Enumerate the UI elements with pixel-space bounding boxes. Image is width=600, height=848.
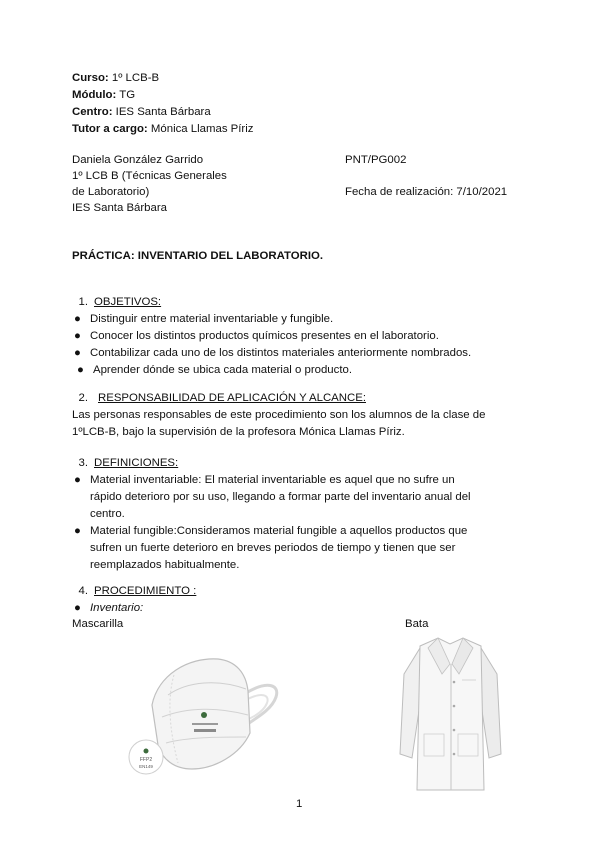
bullet-icon: ● xyxy=(74,474,81,486)
section-2-text-2: 1ºLCB-B, bajo la supervisión de la profesora Mónica Llamas Píriz. xyxy=(72,426,405,438)
bullet-icon: ● xyxy=(74,347,81,359)
centro-value: IES Santa Bárbara xyxy=(115,106,211,118)
bullet-icon: ● xyxy=(74,313,81,325)
bullet-icon: ● xyxy=(77,364,84,376)
bullet-icon: ● xyxy=(74,330,81,342)
header-centro xyxy=(72,104,211,122)
header-curso xyxy=(72,70,159,88)
section-1-title: OBJETIVOS: xyxy=(94,296,162,308)
list-item xyxy=(74,328,439,346)
tutor-value: Mónica Llamas Píriz xyxy=(150,123,254,135)
section-4-number: 4. xyxy=(78,585,88,597)
definition-1-cont: rápido deterioro por su uso, llegando a formar parte del inventario anual del xyxy=(90,491,471,503)
definition-2-cont: sufren un fuerte deterioro en breves periodos de tiempo y tienen que ser xyxy=(90,542,456,554)
definition-2-line-1: Material fungible:Consideramos material fungible a aquellos productos que xyxy=(90,525,468,537)
section-1-number: 1. xyxy=(78,296,88,308)
definition-2-cont: reemplazados habitualmente. xyxy=(90,559,240,571)
list-item-text: Conocer los distintos productos químicos presentes en el laboratorio. xyxy=(90,330,439,342)
list-item xyxy=(74,600,144,618)
mask-code-text: EN149 xyxy=(139,764,153,769)
page-title: PRÁCTICA: INVENTARIO DEL LABORATORIO. xyxy=(72,250,324,262)
document-code: PNT/PG002 xyxy=(345,154,407,166)
coat-caption: Bata xyxy=(405,618,429,630)
definition-1-cont: centro. xyxy=(90,508,125,520)
section-4-title: PROCEDIMIENTO : xyxy=(94,585,197,597)
definition-1-line-1: Material inventariable: El material inventariable es aquel que no sufre un xyxy=(90,474,455,486)
section-1-heading xyxy=(72,294,161,312)
curso-label: Curso: xyxy=(72,72,109,84)
mask-caption: Mascarilla xyxy=(72,618,124,630)
section-3-title: DEFINICIONES: xyxy=(94,457,179,469)
header-modulo xyxy=(72,87,135,105)
page-number: 1 xyxy=(296,798,303,810)
list-item xyxy=(74,523,468,541)
bullet-icon: ● xyxy=(74,525,81,537)
list-item-text: Distinguir entre material inventariable y fungible. xyxy=(90,313,334,325)
modulo-value: TG xyxy=(119,89,136,101)
bullet-icon: ● xyxy=(74,602,81,614)
list-item-text: Contabilizar cada uno de los distintos materiales anteriormente nombrados. xyxy=(90,347,472,359)
centro-label: Centro: xyxy=(72,106,113,118)
inventory-subheading: Inventario: xyxy=(90,602,144,614)
list-item xyxy=(77,362,352,380)
curso-value: 1º LCB-B xyxy=(111,72,160,84)
tutor-label: Tutor a cargo: xyxy=(72,123,148,135)
mask-image xyxy=(118,645,288,780)
lab-coat-image xyxy=(398,634,503,794)
student-name: Daniela González Garrido xyxy=(72,154,204,166)
list-item xyxy=(74,345,472,363)
section-2-text-1: Las personas responsables de este procedimiento son los alumnos de la clase de xyxy=(72,409,486,421)
section-2-heading xyxy=(72,390,366,408)
mask-stamp-text: FFP2 xyxy=(139,757,153,763)
header-tutor xyxy=(72,121,253,139)
student-school: IES Santa Bárbara xyxy=(72,202,167,214)
document-date: Fecha de realización: 7/10/2021 xyxy=(345,186,508,198)
section-3-number: 3. xyxy=(78,457,88,469)
list-item xyxy=(74,311,334,329)
student-course-2: de Laboratorio) xyxy=(72,186,150,198)
section-2-title: RESPONSABILIDAD DE APLICACIÓN Y ALCANCE: xyxy=(98,392,366,404)
list-item xyxy=(74,472,455,490)
section-3-heading xyxy=(72,455,178,473)
student-course-1: 1º LCB B (Técnicas Generales xyxy=(72,170,227,182)
section-2-number: 2. xyxy=(78,392,88,404)
leaf-icon xyxy=(144,749,149,754)
list-item-text: Aprender dónde se ubica cada material o producto. xyxy=(93,364,352,376)
modulo-label: Módulo: xyxy=(72,89,117,101)
section-4-heading xyxy=(72,583,196,601)
